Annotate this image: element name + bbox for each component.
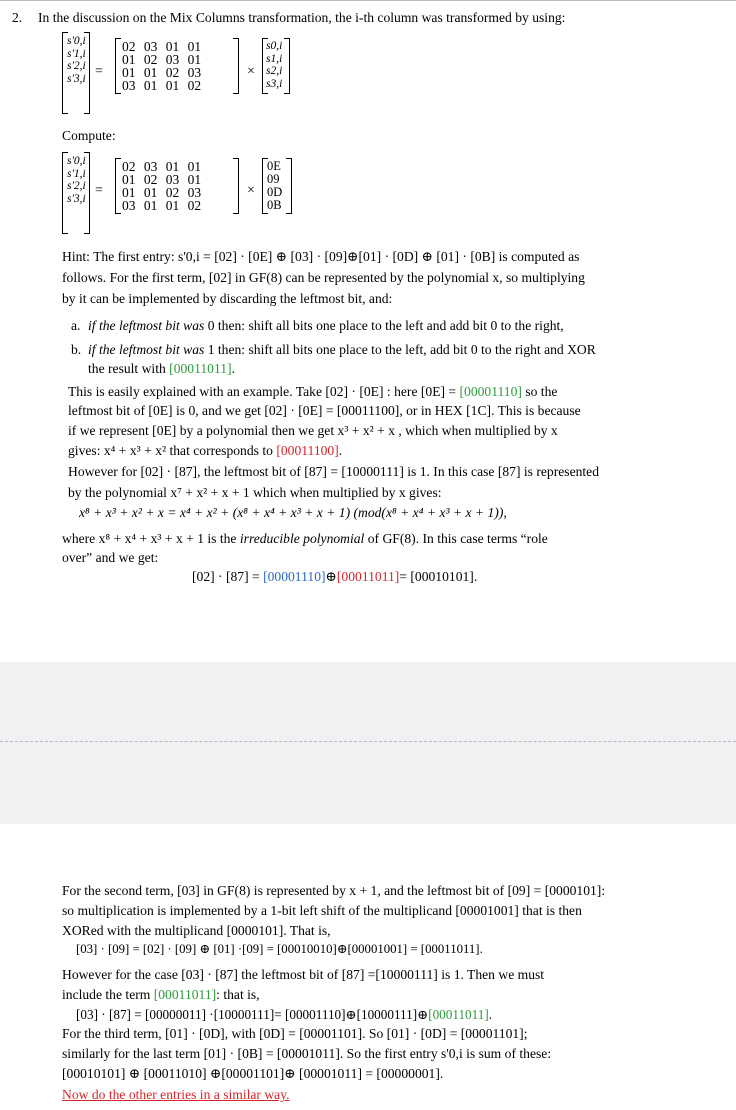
example-line-7: x⁸ + x³ + x² + x = x⁴ + x² + (x⁸ + x⁴ + x³ + x + 1) (mod(x⁸ + x⁴ + x³ + x + 1)), <box>79 505 507 520</box>
example-line-3: if we represent [0E] by a polynomial then we get x³ + x² + x , which when multiplied by x <box>68 423 558 438</box>
hint-item-a-marker: a. <box>71 318 81 333</box>
example-line-2: leftmost bit of [0E] is 0, and we get [02] · [0E] = [00011100], or in HEX [1C]. This is because <box>68 403 581 418</box>
hint-item-b: if the leftmost bit was 1 then: shift all bits one place to the left, add bit 0 to the right and XOR <box>88 342 596 357</box>
second-page-line-10: [00010101] ⊕ [00011010] ⊕[00001101]⊕ [00001011] = [00000001]. <box>62 1066 444 1081</box>
second-page-line-1: For the second term, [03] in GF(8) is represented by x + 1, and the leftmost bit of [09] = [0000101]: <box>62 883 606 898</box>
top-divider <box>0 0 736 1</box>
matrix: 02 03 01 01 01 02 03 01 01 01 02 03 03 01 01 02 <box>122 39 202 93</box>
hint-line-1: Hint: The first entry: s'0,i = [02] · [0E] ⊕ [03] · [09]⊕[01] · [0D] ⊕ [01] · [0B] is computed as <box>62 249 580 264</box>
question-number: 2. <box>12 10 23 25</box>
hint-item-b-line-2: the result with [00011011]. <box>88 361 235 376</box>
hint-line-2: follows. For the first term, [02] in GF(8) can be represented by the polynomial x, so multiplying <box>62 270 585 285</box>
compute-label: Compute: <box>62 128 116 143</box>
hint-line-3: by it can be implemented by discarding the leftmost bit, and: <box>62 291 393 306</box>
second-page-line-9: similarly for the last term [01] · [0B] = [00001011]. So the first entry s'0,i is sum of these: <box>62 1046 552 1061</box>
hint-item-b-marker: b. <box>71 342 82 357</box>
example-line-9: over” and we get: <box>62 550 159 565</box>
example-result: [02] · [87] = [00001110]⊕[00011011]= [00010101]. <box>192 569 478 584</box>
compute-vector: 0E 09 0D 0B <box>267 159 283 212</box>
question-intro: In the discussion on the Mix Columns transformation, the i-th column was transformed by using: <box>38 10 566 25</box>
rhs-vector: s0,i s1,i s2,i s3,i <box>266 40 283 90</box>
hint-item-a: if the leftmost bit was 0 then: shift all bits one place to the left and add bit 0 to the right, <box>88 318 564 333</box>
second-page-line-5: However for the case [03] · [87] the leftmost bit of [87] =[10000111] is 1. Then we must <box>62 967 545 982</box>
lhs-vector: s'0,i s'1,i s'2,i s'3,i <box>67 35 86 85</box>
second-page-line-6: include the term [00011011]: that is, <box>62 987 260 1002</box>
compute-times-sign: × <box>247 183 255 198</box>
example-line-4: gives: x⁴ + x³ + x² that corresponds to [00011100]. <box>68 443 343 458</box>
example-line-6: by the polynomial x⁷ + x² + x + 1 which when multiplied by x gives: <box>68 485 442 500</box>
second-page-line-3: XORed with the multiplicand [0000101]. That is, <box>62 923 331 938</box>
second-page-line-2: so multiplication is implemented by a 1-bit left shift of the multiplicand [00001001] that is then <box>62 903 582 918</box>
times-sign: × <box>247 64 255 79</box>
compute-matrix: 02 03 01 01 01 02 03 01 01 01 02 03 03 01 01 02 <box>122 159 202 213</box>
example-line-1: This is easily explained with an example. Take [02] · [0E] : here [0E] = [00001110] so the <box>68 384 558 399</box>
second-page-line-4: [03] · [09] = [02] · [09] ⊕ [01] ·[09] = [00010010]⊕[00001001] = [00011011]. <box>76 942 483 956</box>
compute-equals-sign: = <box>95 183 103 198</box>
example-line-8: where x⁸ + x⁴ + x³ + x + 1 is the irreducible polynomial of GF(8). In this case terms “role <box>62 531 548 546</box>
page-break-dashed-line <box>0 741 736 742</box>
closing-instruction-link[interactable]: Now do the other entries in a similar way. <box>62 1087 290 1102</box>
compute-lhs-vector: s'0,i s'1,i s'2,i s'3,i <box>67 155 86 205</box>
example-line-5: However for [02] · [87], the leftmost bit of [87] = [10000111] is 1. In this case [87] is represented <box>68 464 600 479</box>
second-page-line-7: [03] · [87] = [00000011] ·[10000111]= [00001110]⊕[10000111]⊕[00011011]. <box>76 1007 493 1022</box>
second-page-line-8: For the third term, [01] · [0D], with [0D] = [00001101]. So [01] · [0D] = [00001101]; <box>62 1026 528 1041</box>
page-gap-band <box>0 662 736 824</box>
equals-sign: = <box>95 64 103 79</box>
